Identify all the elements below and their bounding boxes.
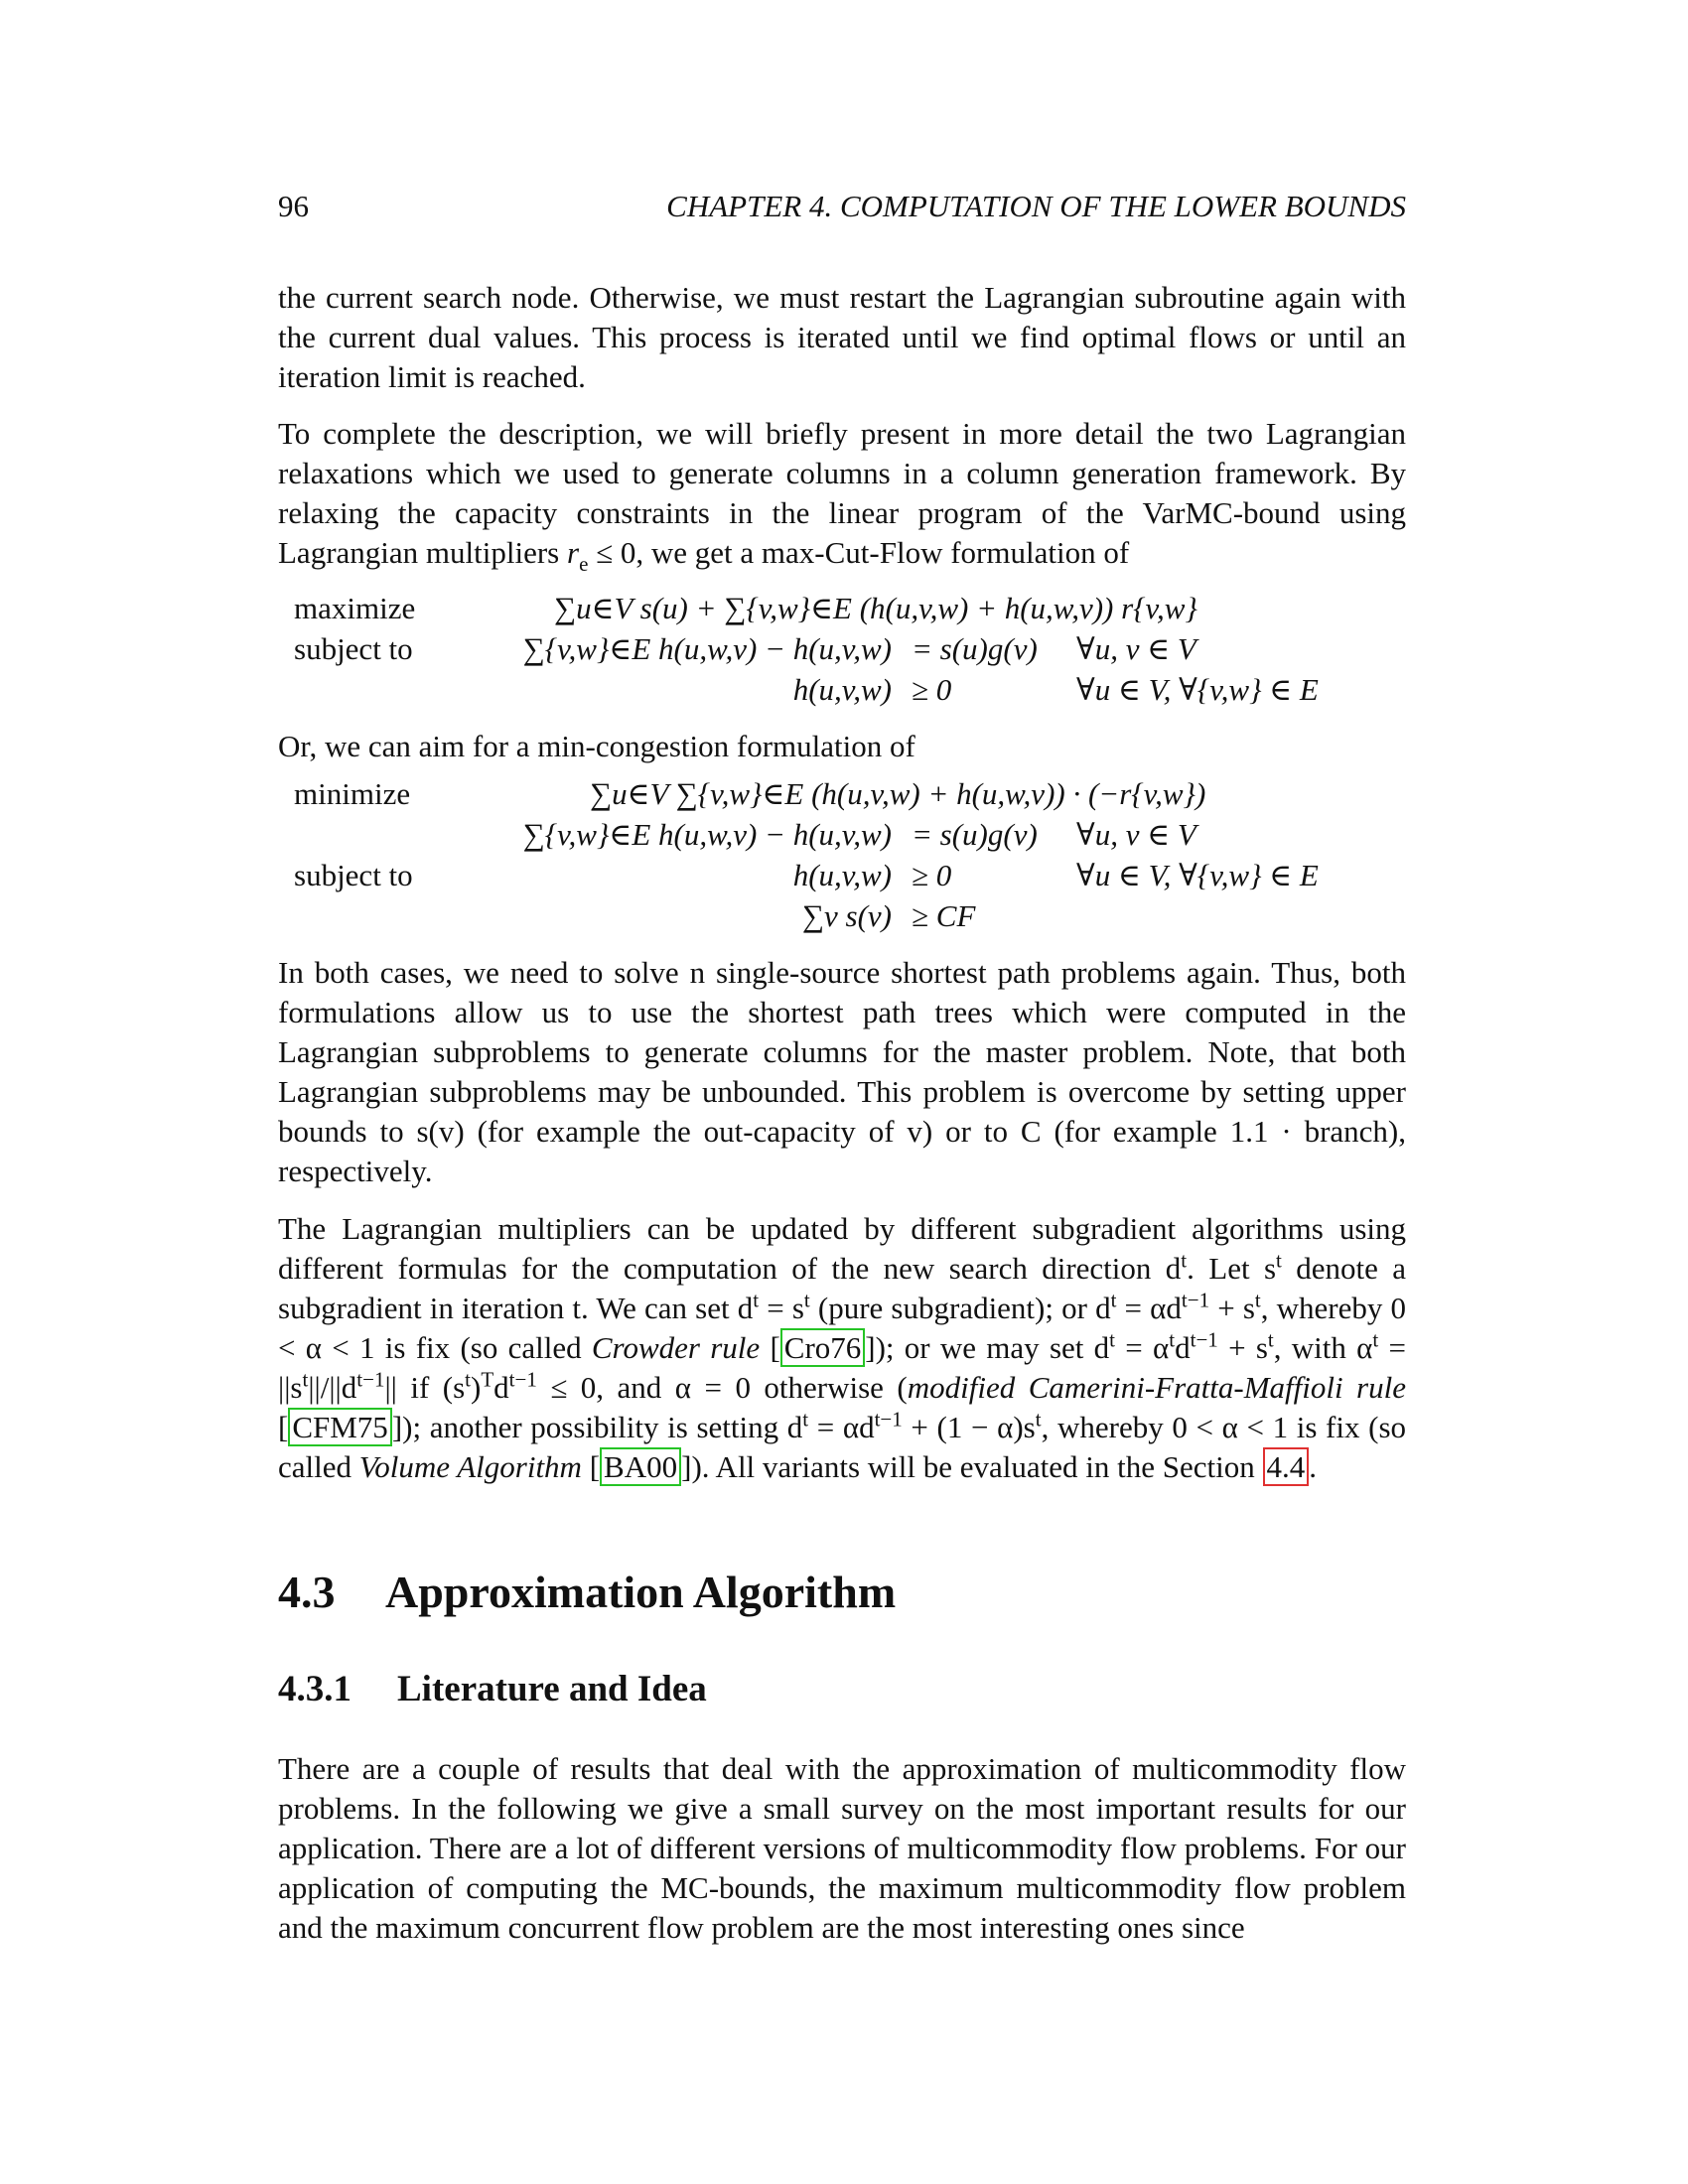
lp2-c2-quantifier: ∀u ∈ V, ∀{v,w} ∈ E xyxy=(1076,858,1319,892)
lp2-c1-rel: = s(u)g(v) xyxy=(912,817,1038,852)
lp2-constraint-1 xyxy=(278,817,1406,858)
paragraph-2-end: we get a max-Cut-Flow formulation of xyxy=(643,535,1130,570)
multiplier-bound: ≤ 0, xyxy=(588,535,644,570)
section-heading xyxy=(278,1565,1406,1620)
paragraph-6: There are a couple of results that deal with the approximation of multicommodity flow problems. In the following we give a small survey on the most important results for our application. There are a lot of different versions of multicommodity flow problems. For our application of computing the MC-bounds, the maximum multicommodity flow problem and the maximum concurrent flow problem are the most interesting ones since xyxy=(278,1751,1406,1945)
max-cut-flow-program xyxy=(278,591,1406,713)
paragraph-1: the current search node. Otherwise, we must restart the Lagrangian subroutine again with the current dual values. This process is iterated until we find optimal flows or until an iteration limit is reached. xyxy=(278,280,1406,394)
subsection-number: 4.3.1 xyxy=(278,1669,352,1709)
lp2-minimize-keyword: minimize xyxy=(294,776,411,811)
paragraph-3: Or, we can aim for a min-congestion formulation of xyxy=(278,729,915,763)
lp1-c2-lhs: h(u,v,w) xyxy=(792,672,892,707)
section-number: 4.3 xyxy=(278,1567,336,1617)
lp1-maximize-keyword: maximize xyxy=(294,591,416,625)
multiplier-symbol: r xyxy=(566,535,580,570)
lp2-c1-lhs: ∑{v,w}∈E h(u,w,v) − h(u,v,w) xyxy=(522,817,892,852)
paragraph-2-text: To complete the description, we will briefly present in more detail the two Lagrangian relaxations which we used to generate columns in a column generation framework. By relaxing the capacity constraints in the linear program of the VarMC-bound using Lagrangian multipliers xyxy=(278,416,1406,570)
lp2-constraint-2 xyxy=(278,858,1406,898)
subsection-heading xyxy=(278,1668,1406,1711)
crowder-rule-term: Crowder rule xyxy=(591,1330,761,1365)
lp2-c2-lhs: h(u,v,w) xyxy=(792,858,892,892)
subsection-title: Literature and Idea xyxy=(397,1669,707,1709)
cfm-rule-term: modified Camerini-Fratta-Maffioli rule xyxy=(907,1370,1406,1405)
min-congestion-program xyxy=(278,776,1406,939)
lp1-c1-quantifier: ∀u, v ∈ V xyxy=(1076,631,1196,666)
paragraph-5: The Lagrangian multipliers can be updated by different subgradient algorithms using different formulas for the computation of the new search direction $d^t$. Let $s^t$ denote a subgradient in iteration t. We can set $d^t = s^t$ (pure subgradient); or $d^t = \alpha d^{t-1} + s^t$, whereby 0 < α < 1 is fix (so called Crowder rule [ Cro76 ]); or we may set $d^t = \alpha^td^{t-1} + s^t$, with $\alpha^t = ||s^t||/||d^{t-1}||$ if $(s^t)^Td^{t-1} \le 0$, and α = 0 otherwise (modified Camerini-Fratta-Maffioli rule [ CFM75 ]); another possibility is setting $d^t = \alpha d^{t-1} + (1 - \alpha)s^t$, whereby 0 < α < 1 is fix (so called Volume Algorithm [ BA00 ]). All variants will be evaluated in the Section 4.4 . xyxy=(278,1211,1407,1484)
lp2-c1-quantifier: ∀u, v ∈ V xyxy=(1076,817,1196,852)
lp2-objective-row xyxy=(278,776,1406,817)
section-title: Approximation Algorithm xyxy=(385,1567,897,1617)
lp1-c2-quantifier: ∀u ∈ V, ∀{v,w} ∈ E xyxy=(1076,672,1319,707)
citation-cfm75[interactable]: CFM75 xyxy=(288,1408,391,1446)
citation-cro76[interactable]: Cro76 xyxy=(780,1328,866,1367)
lp2-objective: ∑u∈V ∑{v,w}∈E (h(u,v,w) + h(u,w,v)) · (−r{v,w}) xyxy=(590,776,1206,811)
lp2-c2-rel: ≥ 0 xyxy=(912,858,952,892)
page-number: 96 xyxy=(278,189,309,223)
lp2-c3-rel: ≥ CF xyxy=(912,898,976,933)
lp2-constraint-3 xyxy=(278,898,1406,939)
section-reference-link[interactable]: 4.4 xyxy=(1263,1447,1310,1486)
lp1-objective-row xyxy=(278,591,1406,631)
lp1-c2-rel: ≥ 0 xyxy=(912,672,952,707)
paragraph-2 xyxy=(278,414,1406,577)
lp1-objective: ∑u∈V s(u) + ∑{v,w}∈E (h(u,v,w) + h(u,w,v)) r{v,w} xyxy=(554,591,1197,625)
lp1-c1-lhs: ∑{v,w}∈E h(u,w,v) − h(u,v,w) xyxy=(522,631,892,666)
volume-algorithm-term: Volume Algorithm xyxy=(358,1449,582,1484)
page xyxy=(278,189,1406,1966)
lp2-subject-to-keyword: subject to xyxy=(294,858,413,892)
running-header xyxy=(278,189,1406,224)
citation-ba00[interactable]: BA00 xyxy=(600,1447,681,1486)
lp1-c1-rel: = s(u)g(v) xyxy=(912,631,1038,666)
lp1-constraint-2 xyxy=(278,672,1406,713)
chapter-title: CHAPTER 4. COMPUTATION OF THE LOWER BOUNDS xyxy=(666,189,1406,223)
lp1-constraint-1 xyxy=(278,631,1406,672)
multiplier-subscript: e xyxy=(579,552,589,577)
lp1-subject-to-keyword: subject to xyxy=(294,631,413,666)
paragraph-4: In both cases, we need to solve n single-source shortest path problems again. Thus, both formulations allow us to use the shortest path trees which were computed in the Lagrangian subproblems to generate columns for the master problem. Note, that both Lagrangian subproblems may be unbounded. This problem is overcome by setting upper bounds to s(v) (for example the out-capacity of v) or to C (for example 1.1 · branch), respectively. xyxy=(278,955,1406,1188)
lp2-c3-lhs: ∑v s(v) xyxy=(801,898,892,933)
